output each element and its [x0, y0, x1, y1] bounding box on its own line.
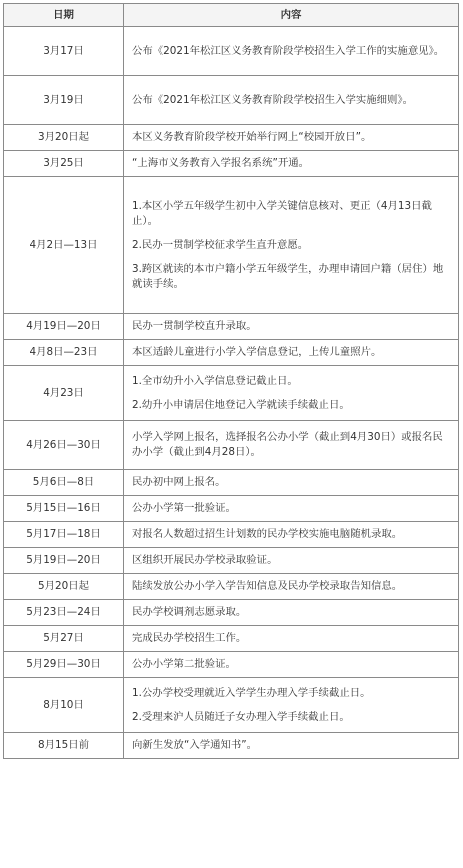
table-row	[4, 600, 459, 626]
content-cell	[124, 600, 459, 626]
date-cell: 8月15日前	[4, 733, 124, 759]
date-cell: 5月6日—8日	[4, 470, 124, 496]
content-cell	[124, 314, 459, 340]
content-cell	[124, 177, 459, 314]
content-cell	[124, 733, 459, 759]
content-paragraph: 3.跨区就读的本市户籍小学五年级学生，办理申请回户籍（居住）地就读手续。	[132, 262, 444, 290]
content-paragraph: 区组织开展民办学校录取验证。	[132, 554, 278, 566]
table-row	[4, 652, 459, 678]
content-cell	[124, 470, 459, 496]
content-paragraph: 本区义务教育阶段学校开始举行网上“校园开放日”。	[132, 131, 372, 143]
content-paragraph: 1.公办学校受理就近入学学生办理入学手续截止日。	[132, 686, 371, 699]
date-cell: 4月8日—23日	[4, 340, 124, 366]
content-cell	[124, 678, 459, 733]
content-cell	[124, 151, 459, 177]
content-cell	[124, 76, 459, 125]
date-cell: 5月19日—20日	[4, 548, 124, 574]
content-paragraph: 小学入学网上报名，选择报名公办小学（截止到4月30日）或报名民办小学（截止到4月28日）。	[132, 431, 443, 458]
schedule-table	[3, 3, 459, 759]
content-cell	[124, 548, 459, 574]
table-row	[4, 470, 459, 496]
date-cell: 4月26日—30日	[4, 421, 124, 470]
content-paragraph: 本区适龄儿童进行小学入学信息登记，上传儿童照片。	[132, 346, 382, 358]
table-row	[4, 125, 459, 151]
content-paragraph: 民办初中网上报名。	[132, 476, 226, 488]
date-cell: 5月29日—30日	[4, 652, 124, 678]
content-paragraph: 向新生发放“入学通知书”。	[132, 739, 258, 751]
content-cell	[124, 496, 459, 522]
table-row	[4, 626, 459, 652]
content-paragraph: 民办一贯制学校直升录取。	[132, 320, 257, 332]
content-cell	[124, 574, 459, 600]
table-row	[4, 177, 459, 314]
table-row	[4, 27, 459, 76]
table-row	[4, 151, 459, 177]
content-paragraph: 公办小学第一批验证。	[132, 502, 236, 514]
content-cell	[124, 27, 459, 76]
date-column-header: 日期	[4, 4, 124, 27]
date-cell: 4月2日—13日	[4, 177, 124, 314]
date-cell: 5月27日	[4, 626, 124, 652]
content-paragraph: 民办学校调剂志愿录取。	[132, 606, 247, 618]
table-row	[4, 574, 459, 600]
content-paragraph: “上海市义务教育入学报名系统”开通。	[132, 157, 310, 169]
date-cell: 4月19日—20日	[4, 314, 124, 340]
header-row	[4, 4, 459, 27]
content-paragraph: 公办小学第二批验证。	[132, 658, 236, 670]
date-cell: 3月20日起	[4, 125, 124, 151]
table-row	[4, 340, 459, 366]
content-paragraph: 2.幼升小申请居住地登记入学就读手续截止日。	[132, 398, 350, 411]
table-row	[4, 522, 459, 548]
table-row	[4, 548, 459, 574]
content-cell	[124, 652, 459, 678]
table-row	[4, 76, 459, 125]
date-cell: 4月23日	[4, 366, 124, 421]
table-row	[4, 366, 459, 421]
content-paragraph: 公布《2021年松江区义务教育阶段学校招生入学工作的实施意见》。	[132, 44, 445, 57]
content-paragraph: 2.民办一贯制学校征求学生直升意愿。	[132, 238, 309, 251]
date-cell: 5月17日—18日	[4, 522, 124, 548]
table-row	[4, 421, 459, 470]
content-cell	[124, 340, 459, 366]
content-cell	[124, 366, 459, 421]
date-cell: 8月10日	[4, 678, 124, 733]
date-cell: 3月17日	[4, 27, 124, 76]
content-column-header: 内容	[124, 4, 459, 27]
date-cell: 3月25日	[4, 151, 124, 177]
date-cell: 5月20日起	[4, 574, 124, 600]
content-paragraph: 2.受理来沪人员随迁子女办理入学手续截止日。	[132, 710, 350, 723]
content-cell	[124, 522, 459, 548]
table-row	[4, 496, 459, 522]
date-cell: 3月19日	[4, 76, 124, 125]
content-paragraph: 公布《2021年松江区义务教育阶段学校招生入学实施细则》。	[132, 93, 414, 106]
content-paragraph: 对报名人数超过招生计划数的民办学校实施电脑随机录取。	[132, 528, 403, 540]
content-paragraph: 1.全市幼升小入学信息登记截止日。	[132, 374, 298, 387]
content-cell	[124, 626, 459, 652]
content-cell	[124, 125, 459, 151]
content-paragraph: 1.本区小学五年级学生初中入学关键信息核对、更正（4月13日截止）。	[132, 199, 432, 227]
table-body	[4, 27, 459, 759]
table-row	[4, 733, 459, 759]
content-paragraph: 完成民办学校招生工作。	[132, 632, 247, 644]
date-cell: 5月23日—24日	[4, 600, 124, 626]
content-cell	[124, 421, 459, 470]
date-cell: 5月15日—16日	[4, 496, 124, 522]
content-paragraph: 陆续发放公办小学入学告知信息及民办学校录取告知信息。	[132, 580, 403, 592]
table-row	[4, 678, 459, 733]
table-row	[4, 314, 459, 340]
